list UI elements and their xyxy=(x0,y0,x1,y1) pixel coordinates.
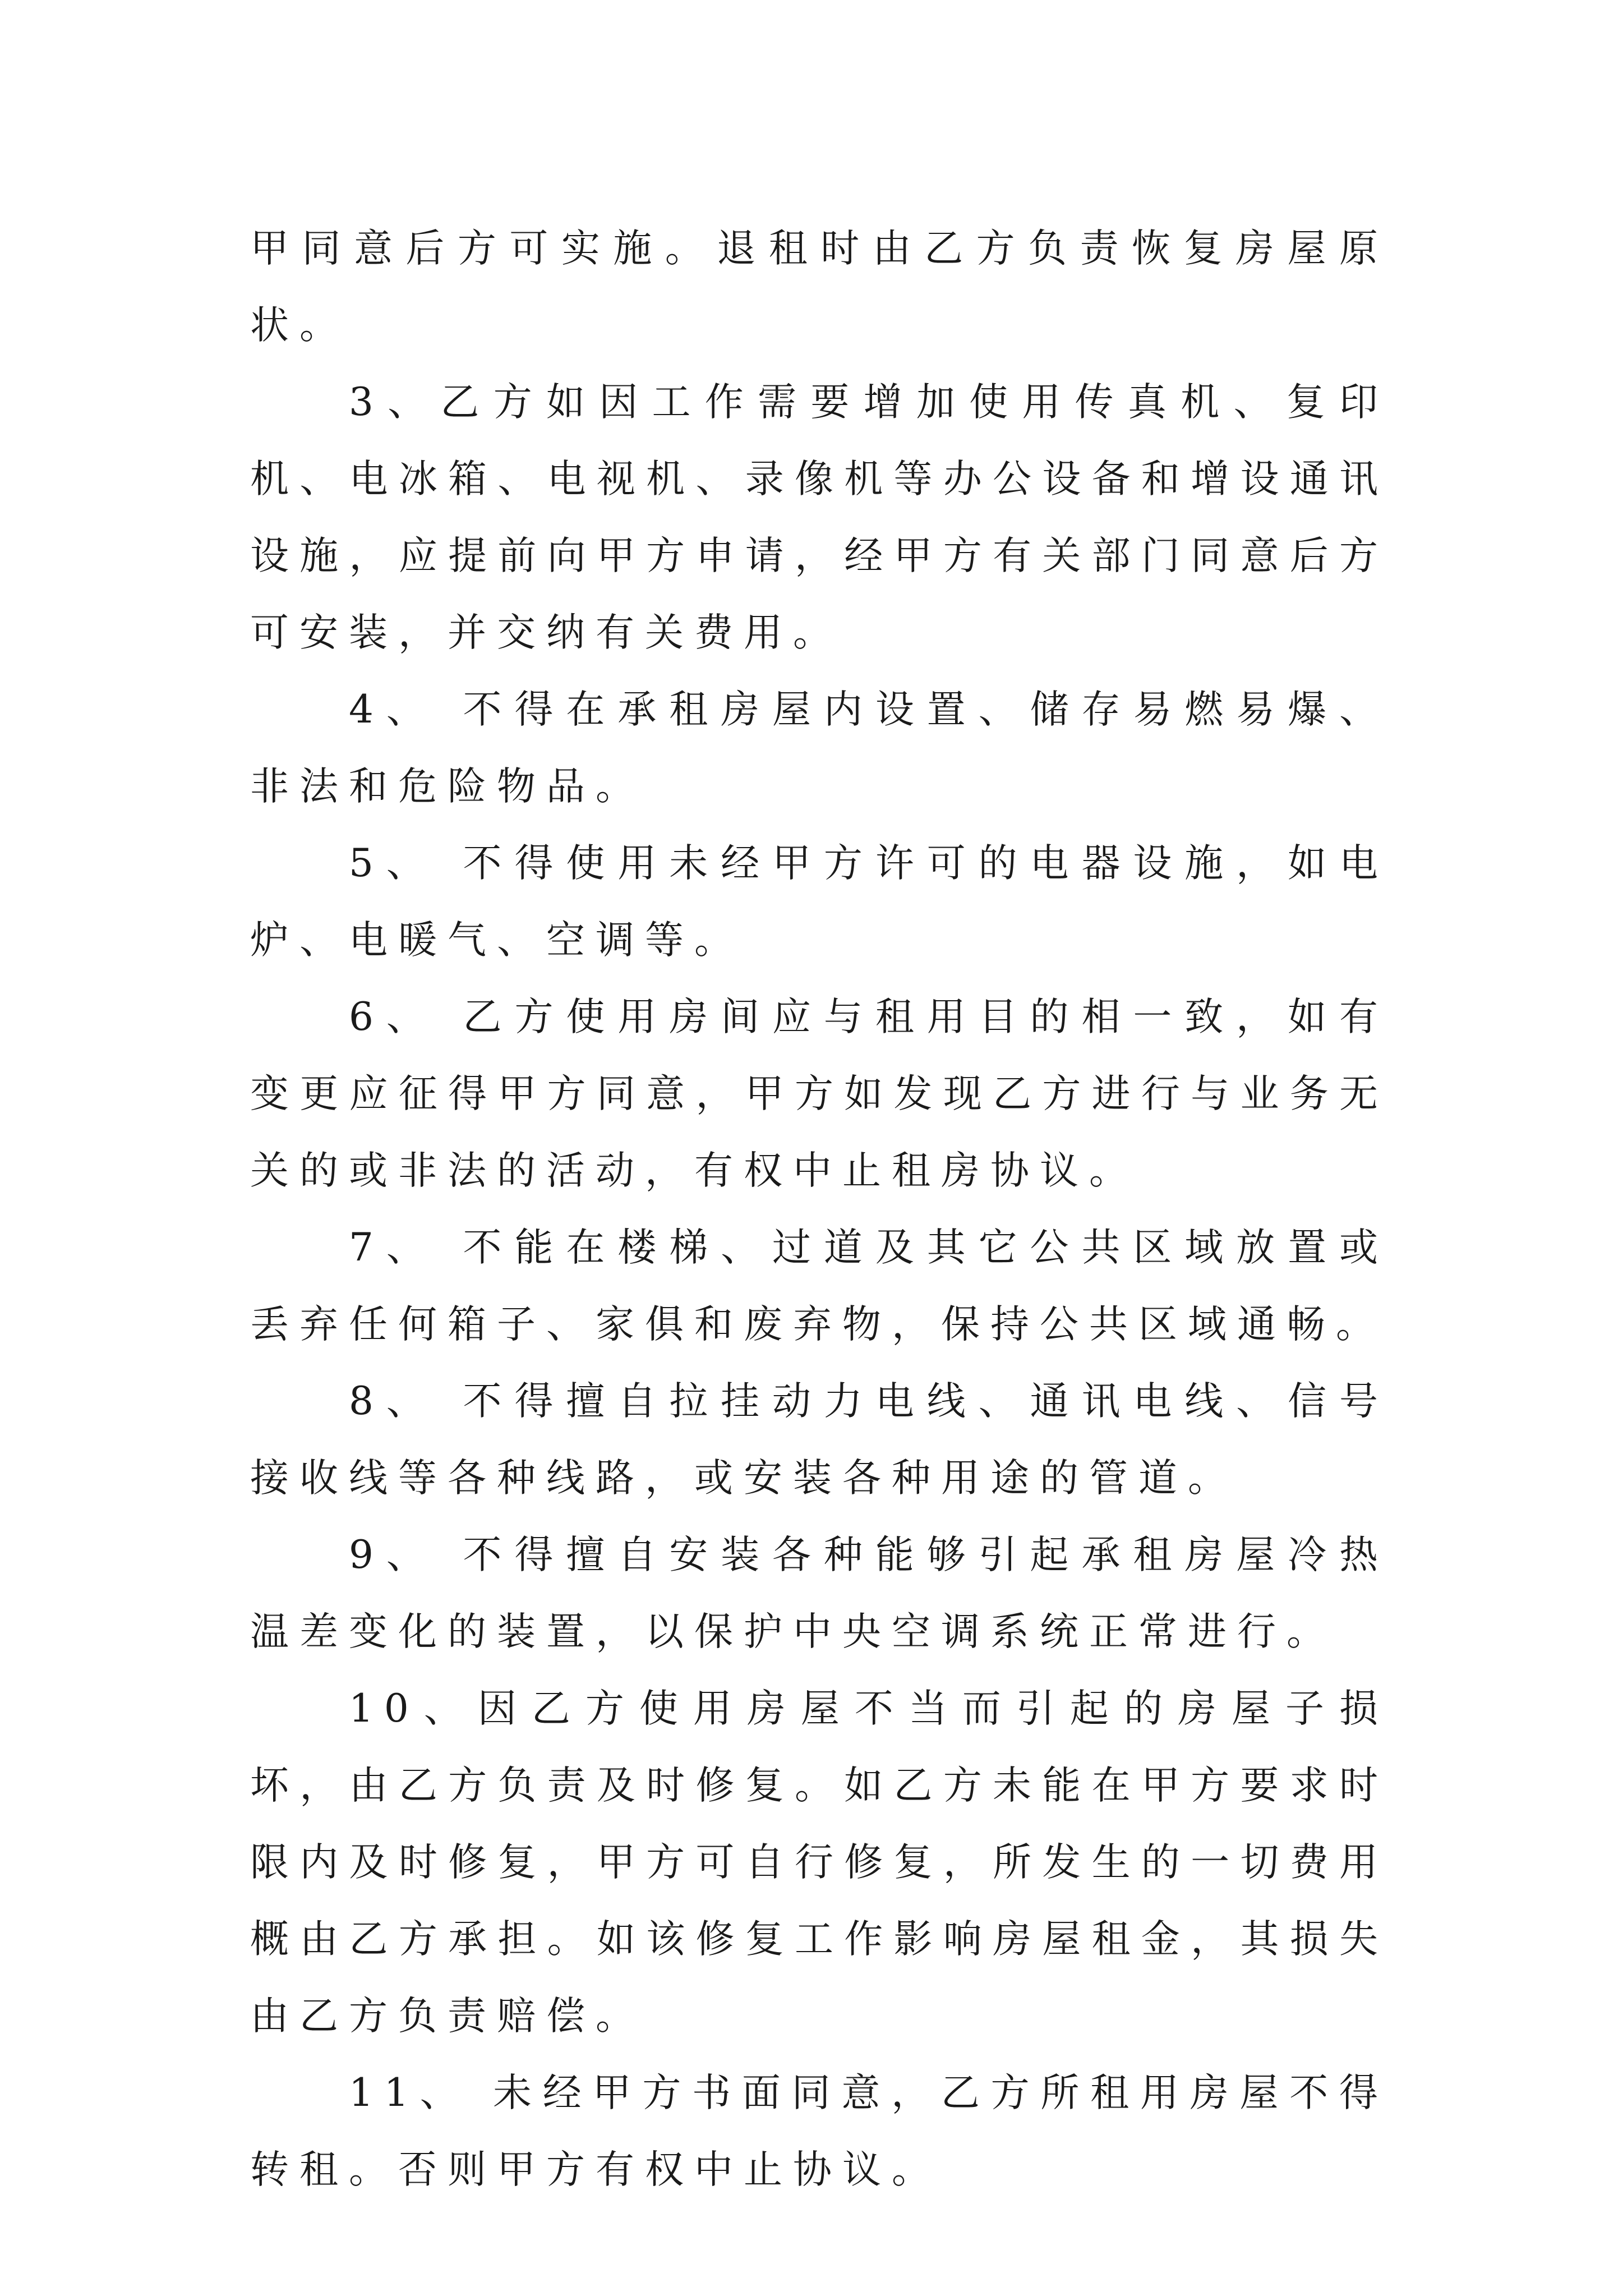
clause-7-paragraph: 7、 不能在楼梯、过道及其它公共区域放置或丢弃任何箱子、家俱和废弃物，保持公共区域通畅。 xyxy=(250,1225,1389,1347)
paragraph: 甲同意后方可实施。退租时由乙方负责恢复房屋原状。 xyxy=(250,226,1389,348)
clause-9-paragraph: 9、 不得擅自安装各种能够引起承租房屋冷热温差变化的装置，以保护中央空调系统正常进行。 xyxy=(250,1533,1389,1654)
clause-11-paragraph: 11、 未经甲方书面同意，乙方所租用房屋不得转租。否则甲方有权中止协议。 xyxy=(250,2070,1389,2192)
clause-5-paragraph: 5、 不得使用未经甲方许可的电器设施，如电炉、电暖气、空调等。 xyxy=(250,841,1389,963)
clause-3-paragraph: 3、乙方如因工作需要增加使用传真机、复印机、电冰箱、电视机、录像机等办公设备和增设通讯设施，应提前向甲方申请，经甲方有关部门同意后方可安装，并交纳有关费用。 xyxy=(250,380,1389,655)
document-body xyxy=(250,210,1389,2208)
clause-8-paragraph: 8、 不得擅自拉挂动力电线、通讯电线、信号接收线等各种线路，或安装各种用途的管道。 xyxy=(250,1379,1389,1501)
clause-6-paragraph: 6、 乙方使用房间应与租用目的相一致，如有变更应征得甲方同意，甲方如发现乙方进行与业务无关的或非法的活动，有权中止租房协议。 xyxy=(250,995,1389,1193)
clause-4-paragraph: 4、 不得在承租房屋内设置、储存易燃易爆、非法和危险物品。 xyxy=(250,687,1389,809)
clause-10-paragraph: 10、因乙方使用房屋不当而引起的房屋子损坏，由乙方负责及时修复。如乙方未能在甲方要求时限内及时修复，甲方可自行修复，所发生的一切费用概由乙方承担。如该修复工作影响房屋租金，其损失由乙方负责赔偿。 xyxy=(250,1686,1389,2039)
